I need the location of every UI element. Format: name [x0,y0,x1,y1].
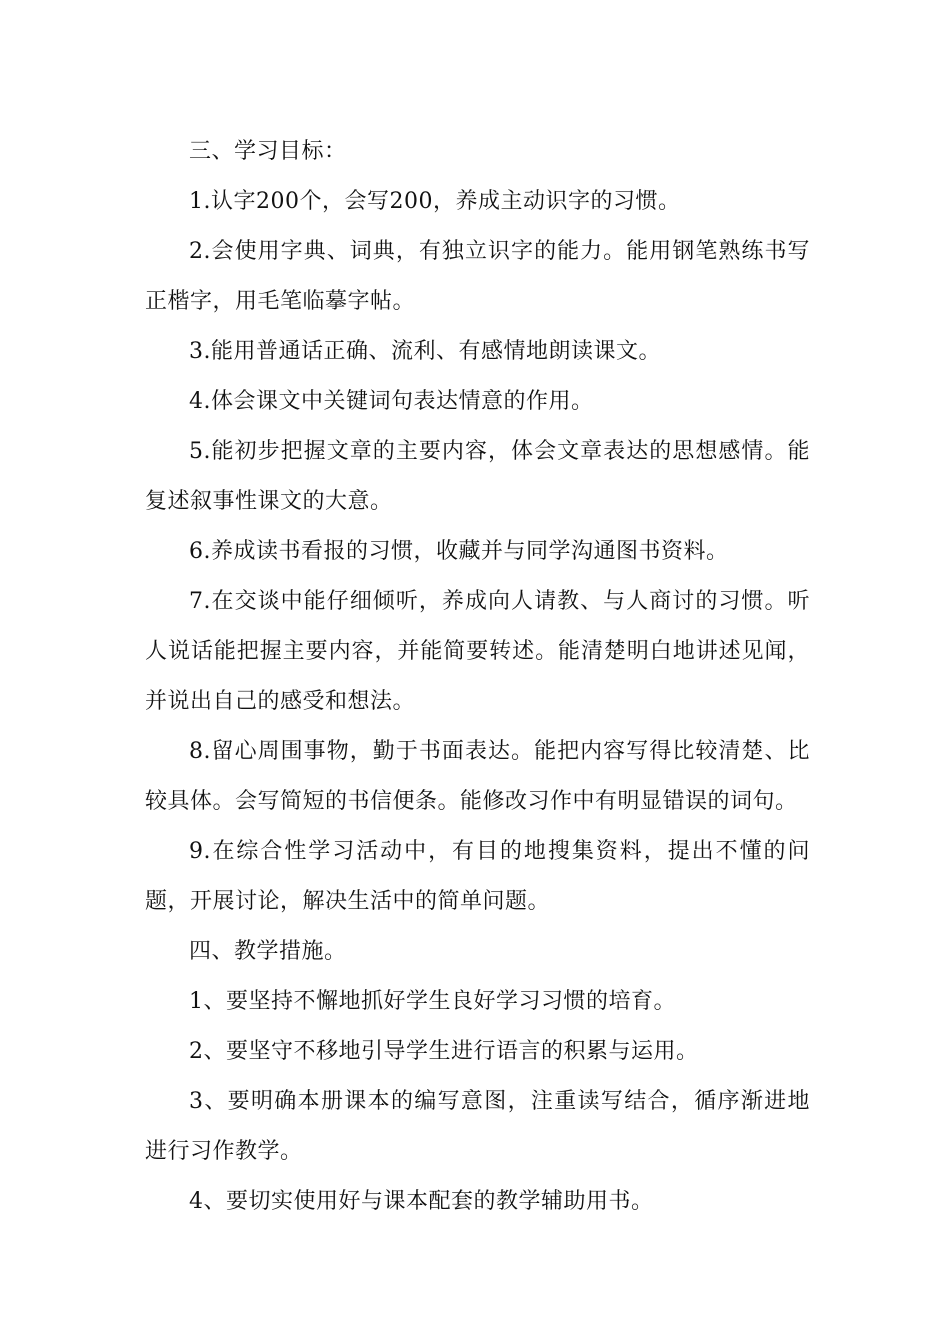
goal-item-9: 9.在综合性学习活动中，有目的地搜集资料，提出不懂的问题，开展讨论，解决生活中的简单问题。 [145,839,810,914]
goal-item-1: 1.认字200个，会写200，养成主动识字的习惯。 [189,189,681,214]
section-heading-learning-goals: 三、学习目标： [189,139,347,164]
measure-item-2: 2、要坚守不移地引导学生进行语言的积累与运用。 [189,1039,699,1064]
document-body [145,127,810,1227]
goal-item-2: 2.会使用字典、词典，有独立识字的能力。能用钢笔熟练书写正楷字，用毛笔临摹字帖。 [145,239,810,314]
goal-item-3: 3.能用普通话正确、流利、有感情地朗读课文。 [189,339,661,364]
goal-item-5: 5.能初步把握文章的主要内容，体会文章表达的思想感情。能复述叙事性课文的大意。 [145,439,810,514]
goal-item-4: 4.体会课文中关键词句表达情意的作用。 [189,389,594,414]
section-heading-teaching-measures: 四、教学措施。 [189,939,347,964]
measure-item-4: 4、要切实使用好与课本配套的教学辅助用书。 [189,1189,654,1214]
measure-item-1: 1、要坚持不懈地抓好学生良好学习习惯的培育。 [189,989,676,1014]
goal-item-8: 8.留心周围事物，勤于书面表达。能把内容写得比较清楚、比较具体。会写简短的书信便条。能修改习作中有明显错误的词句。 [145,739,810,814]
goal-item-6: 6.养成读书看报的习惯，收藏并与同学沟通图书资料。 [189,539,729,564]
measure-item-3: 3、要明确本册课本的编写意图，注重读写结合，循序渐进地进行习作教学。 [145,1089,810,1164]
goal-item-7: 7.在交谈中能仔细倾听，养成向人请教、与人商讨的习惯。听人说话能把握主要内容，并能简要转述。能清楚明白地讲述见闻，并说出自己的感受和想法。 [145,589,810,714]
